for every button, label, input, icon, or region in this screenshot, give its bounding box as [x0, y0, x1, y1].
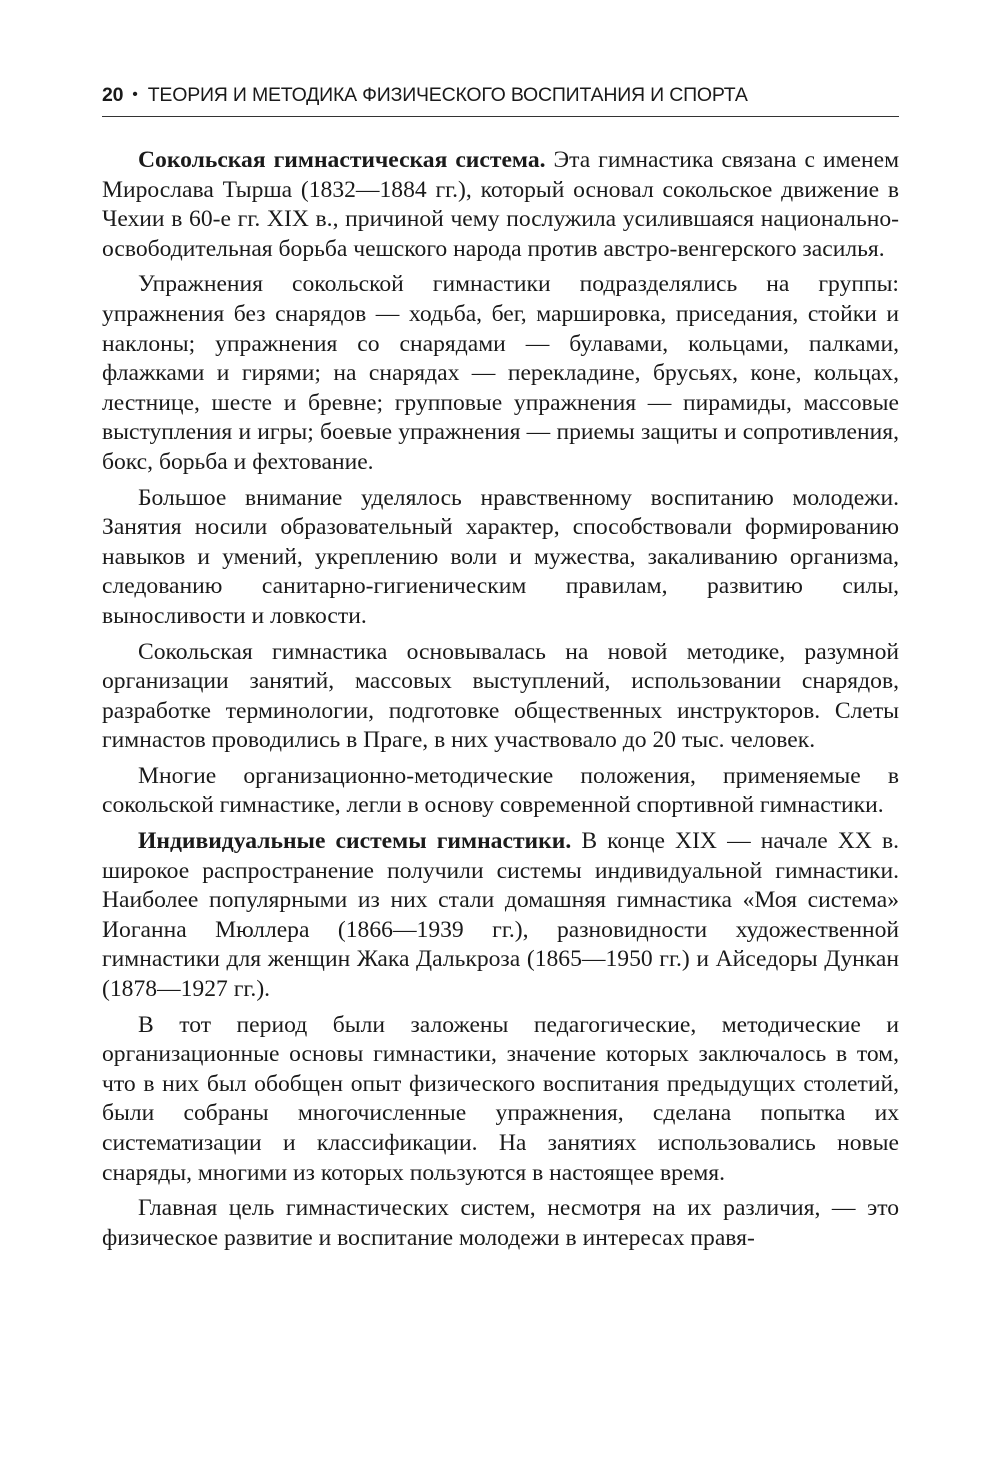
- paragraph-text: Эта гимнастика связана с именем Мирослава Тырша (1832—1884 гг.), который основал сокольское движение в Чехии в 60-е гг. XIX в., причиной чему послужила усилившаяся национально-освободительная борьба чешского народа против австро-венгерского засилья.: [102, 147, 899, 262]
- body-text: [102, 146, 899, 1253]
- paragraph-legacy: [102, 762, 899, 821]
- paragraph-main-goal: [102, 1194, 899, 1253]
- paragraph-moral-education: [102, 484, 899, 632]
- paragraph-text: Главная цель гимнастических систем, несмотря на их различия, — это физическое развитие и воспитание молодежи в интересах правя-: [102, 1195, 899, 1251]
- bullet-separator: •: [132, 86, 138, 103]
- paragraph-text: В конце XIX — начале XX в. широкое распространение получили системы индивидуальной гимнастики. Наиболее популярными из них стали домашняя гимнастика «Моя система» Иоганна Мюллера (1866—1939 гг.), разновидности художественной гимнастики для женщин Жака Далькроза (1865—1950 гг.) и Айседоры Дункан (1878—1927 гг.).: [102, 828, 899, 1003]
- paragraph-text: Большое внимание уделялось нравственному воспитанию молодежи. Занятия носили образовательный характер, способствовали формированию навыков и умений, укреплению воли и мужества, закаливанию организма, следованию санитарно-гигиеническим правилам, развитию силы, выносливости и ловкости.: [102, 484, 899, 629]
- paragraph-text: В тот период были заложены педагогические, методические и организационные основы гимнастики, значение которых заключалось в том, что в них был обобщен опыт физического воспитания предыдущих столетий, были собраны многочисленные упражнения, сделана попытка их систематизации и классификации. На занятиях использовались новые снаряды, многими из которых пользуются в настоящее время.: [102, 1011, 899, 1186]
- running-head-title: ТЕОРИЯ И МЕТОДИКА ФИЗИЧЕСКОГО ВОСПИТАНИЯ И СПОРТА: [147, 84, 748, 106]
- page-number: 20: [102, 84, 124, 106]
- paragraph-heading: Индивидуальные системы гимнастики.: [138, 828, 572, 855]
- paragraph-heading: Сокольская гимнастическая система.: [138, 147, 546, 173]
- paragraph-text: Многие организационно-методические положения, применяемые в сокольской гимнастике, легли в основу современной спортивной гимнастики.: [102, 762, 899, 819]
- paragraph-individual-systems: [102, 827, 899, 1005]
- paragraph-text: Сокольская гимнастика основывалась на новой методике, разумной организации занятий, массовых выступлений, использовании снарядов, разработке терминологии, подготовке общественных инструкторов. Слеты гимнастов проводились в Праге, в них участвовало до 20 тыс. человек.: [102, 638, 899, 754]
- paragraph-sokol-system: [102, 146, 899, 264]
- running-head: [102, 84, 899, 117]
- paragraph-exercise-groups: [102, 270, 899, 477]
- paragraph-new-methodology: [102, 638, 899, 756]
- paragraph-text: Упражнения сокольской гимнастики подразделялись на группы: упражнения без снарядов — ходьба, бег, маршировка, приседания, стойки и наклоны; упражнения со снарядами — булавами, кольцами, палками, флажками и гирями; на снарядах — перекладине, брусьях, коне, кольцах, лестнице, шесте и бревне; групповые упражнения — пирамиды, массовые выступления и игры; боевые упражнения — приемы защиты и сопротивления, бокс, борьба и фехтование.: [102, 271, 899, 475]
- paragraph-foundations: [102, 1011, 899, 1189]
